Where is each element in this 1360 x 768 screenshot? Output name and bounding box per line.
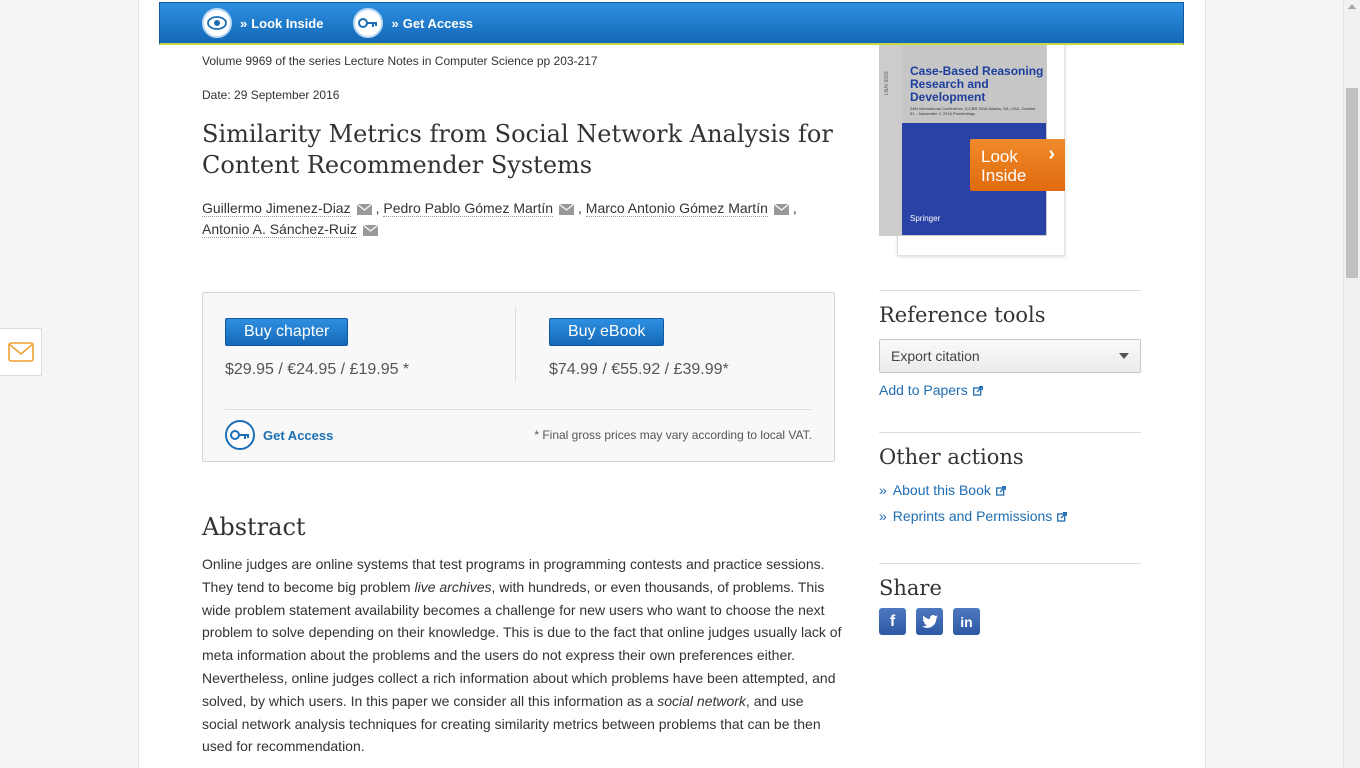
series-volume: Volume 9969 of the series Lecture Notes in Computer Science pp 203-217 [202, 54, 598, 68]
vat-note: * Final gross prices may vary according to local VAT. [534, 428, 812, 442]
email-icon[interactable] [363, 225, 378, 236]
chevron-icon: » [391, 15, 399, 31]
about-book-label: About this Book [892, 482, 991, 498]
book-cover-widget [879, 40, 1065, 256]
feedback-mail-button[interactable] [0, 328, 42, 376]
facebook-icon[interactable]: f [879, 608, 906, 635]
author-link[interactable]: Antonio A. Sánchez-Ruiz [202, 221, 357, 237]
cover-subtitle: 24th International Conference, ICCBR 2016 Atlanta, GA, USA, October 31 – November 2, 2016 Proceedings [910, 106, 1036, 116]
abstract-emphasis: live archives [414, 578, 492, 595]
key-icon [225, 420, 255, 450]
email-icon[interactable] [357, 204, 372, 215]
envelope-icon [8, 342, 34, 362]
abstract-part: Online judges are online systems that test programs in programming contests and practice sessions. They tend to become big problem [202, 556, 825, 595]
twitter-icon[interactable] [916, 608, 943, 635]
author-list [202, 198, 842, 240]
add-to-papers-label: Add to Papers [879, 382, 968, 398]
chevron-down-icon [1119, 353, 1129, 359]
buy-ebook-button[interactable]: Buy eBook [549, 318, 664, 346]
cover-title: Case-Based Reasoning Research and Development [910, 64, 1044, 104]
ebook-price: $74.99 / €55.92 / £39.99* [549, 361, 729, 378]
cover-publisher: Springer [910, 214, 941, 223]
look-inside-label: Look Inside [251, 15, 324, 31]
abstract-text [202, 553, 842, 758]
look-inside-button[interactable] [970, 139, 1065, 191]
author-separator: , [792, 200, 797, 216]
other-actions-heading: Other actions [879, 445, 1024, 469]
abstract-emphasis: social network [657, 692, 746, 709]
export-citation-select[interactable] [879, 339, 1141, 373]
bullet-icon: » [879, 508, 887, 524]
get-access-link[interactable] [353, 8, 473, 38]
scroll-thumb[interactable] [1346, 88, 1358, 278]
share-heading: Share [879, 576, 942, 600]
eye-icon [202, 8, 232, 38]
look-inside-label: Look Inside [981, 147, 1027, 185]
external-link-icon [1057, 512, 1067, 522]
key-icon [353, 8, 383, 38]
buy-chapter-column [225, 318, 409, 379]
cover-spine [880, 41, 902, 236]
add-to-papers-link[interactable] [879, 382, 983, 398]
author-separator: , [375, 200, 380, 216]
buy-box [202, 292, 835, 462]
reprints-link[interactable] [879, 508, 1067, 524]
chapter-price: $29.95 / €24.95 / £19.95 * [225, 361, 410, 378]
scroll-up-icon[interactable] [1348, 4, 1356, 9]
get-access-button[interactable] [225, 420, 333, 450]
email-icon[interactable] [559, 204, 574, 215]
author-separator: , [578, 200, 582, 216]
email-icon[interactable] [774, 204, 789, 215]
scrollbar[interactable] [1343, 0, 1360, 768]
chapter-title: Similarity Metrics from Social Network Analysis for Content Recommender Systems [202, 120, 833, 179]
get-access-label: Get Access [402, 15, 474, 31]
look-inside-link[interactable] [202, 8, 323, 38]
reprints-label: Reprints and Permissions [892, 508, 1053, 524]
sidebar-divider [879, 432, 1141, 433]
sidebar-divider [879, 563, 1141, 564]
buy-divider [515, 307, 516, 382]
abstract-part: , with hundreds, or even thousands, of problems. This wide problem statement availability becomes a challenge for new users who want to choose the next problem to solve depending on their knowledge. This is due to the fact that online judges usually lack of meta information about the problems and the users do not express their own preferences either. Nevertheless, online judges collect a rich information about which problems have been attempted, and solved, by which users. In this paper we consider all this information as a [202, 578, 842, 709]
access-toolbar [159, 2, 1184, 45]
get-access-label: Get Access [263, 427, 334, 443]
author-link[interactable]: Pedro Pablo Gómez Martín [383, 200, 554, 216]
author-link[interactable]: Marco Antonio Gómez Martín [585, 200, 768, 216]
cover-series-code: LNAI 9969 [884, 71, 890, 95]
external-link-icon [973, 386, 983, 396]
book-cover[interactable] [879, 40, 1047, 236]
buy-separator [225, 409, 812, 410]
publication-date: Date: 29 September 2016 [202, 88, 340, 102]
chevron-right-icon: › [1048, 143, 1055, 165]
abstract-part: , and use social network analysis techniques for creating similarity metrics between problems that can be then used for recommendation. [202, 692, 821, 755]
buy-chapter-button[interactable]: Buy chapter [225, 318, 348, 346]
chevron-icon: » [240, 15, 248, 31]
buy-ebook-column [549, 318, 729, 379]
bullet-icon: » [879, 482, 887, 498]
abstract-heading: Abstract [202, 513, 306, 541]
external-link-icon [996, 486, 1006, 496]
author-link[interactable]: Guillermo Jimenez-Diaz [202, 200, 351, 216]
reference-tools-heading: Reference tools [879, 303, 1046, 327]
linkedin-icon[interactable]: in [953, 608, 980, 635]
about-book-link[interactable] [879, 482, 1006, 498]
export-citation-label: Export citation [891, 348, 980, 364]
sidebar-divider [879, 290, 1141, 291]
share-icons [879, 608, 980, 635]
